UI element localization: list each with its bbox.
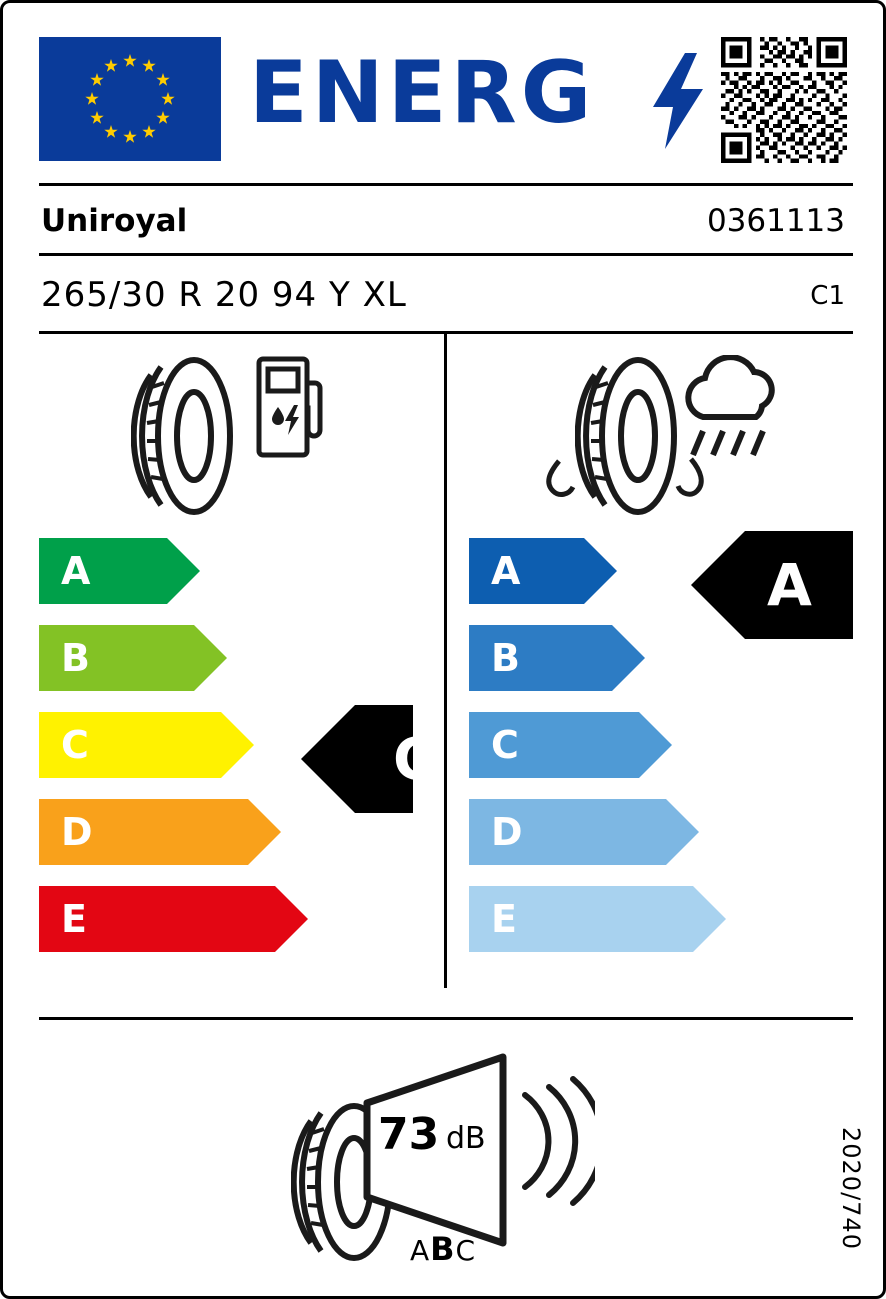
tyre-icon [131,355,249,517]
tyre-size: 265/30 R 20 94 Y XL [41,275,407,315]
eu-flag-icon [39,37,221,161]
divider-center [444,334,447,988]
selected-letter: A [767,551,812,619]
fuel-grade-a [39,538,167,604]
grade-letter: B [61,636,90,680]
fuel-grade-e [39,886,275,952]
wet-grade-e [469,886,693,952]
noise-value: 73 [378,1109,440,1160]
eu-stars-icon [39,37,221,161]
fuel-pump-icon [255,355,327,459]
grade-letter: D [491,810,523,854]
divider-brand [39,253,853,256]
tyre-class: C1 [810,281,845,311]
product-code: 0361113 [706,203,845,239]
grade-letter: D [61,810,93,854]
fuel-grade-d [39,799,248,865]
noise-unit: dB [446,1121,486,1156]
grade-letter: A [491,549,521,593]
grade-letter: C [61,723,89,767]
wet-grade-c [469,712,639,778]
divider-header [39,183,853,186]
fuel-selected-grade [355,705,436,813]
regulation-code: 2020/740 [837,1127,865,1250]
grade-letter: E [491,897,517,941]
fuel-grade-b [39,625,194,691]
grade-letter: A [61,549,91,593]
grade-letter: C [491,723,519,767]
wet-grade-d [469,799,666,865]
fuel-grade-c [39,712,221,778]
rain-cloud-icon [679,355,783,477]
noise-class-scale [410,1230,476,1268]
page-title: ENERG [249,43,596,143]
noise-class-c: C [455,1234,477,1267]
selected-letter: C [393,725,436,793]
noise-class-a: A [410,1234,431,1267]
qr-code-icon [721,37,847,163]
sound-waves-icon [515,1071,595,1211]
wet-grade-a [469,538,584,604]
divider-noise [39,1017,853,1020]
wet-grade-b [469,625,612,691]
grade-letter: E [61,897,87,941]
wet-selected-grade [745,531,853,639]
lightning-bolt-icon [651,53,705,149]
brand-name: Uniroyal [41,203,188,239]
noise-class-b: B [430,1230,456,1268]
grade-letter: B [491,636,520,680]
